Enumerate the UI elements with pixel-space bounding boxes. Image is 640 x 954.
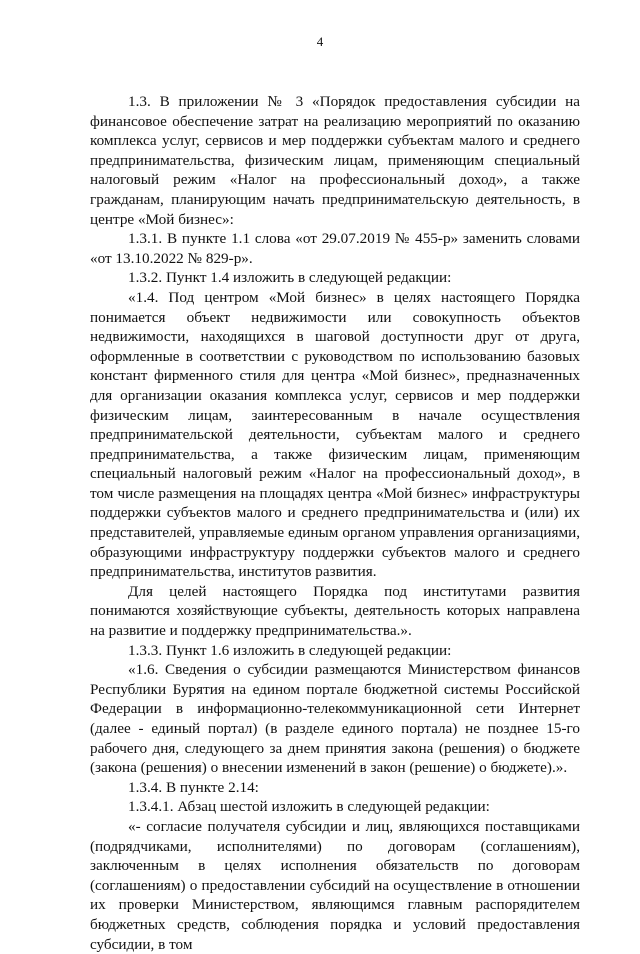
paragraph-1-3-1: 1.3.1. В пункте 1.1 слова «от 29.07.2019 № 455-р» заменить словами «от 13.10.2022 № 829-р». xyxy=(90,230,580,267)
paragraph-1-6-quote: «1.6. Сведения о субсидии размещаются Министерством финансов Республики Бурятия на едином портале бюджетной системы Российской Федерации в информационно-телекоммуникационной сети Интернет (далее - единый портал) (в разделе единого портала) не позднее 15-го рабочего дня, следующего за днем принятия закона (решения) о бюджете (закона (решения) о внесении изменений в закон (решение) о бюджете).». xyxy=(90,661,580,777)
paragraph-consent-quote: «- согласие получателя субсидии и лиц, являющихся поставщиками (подрядчиками, исполнителями) по договорам (соглашениям), заключенным в целях исполнения обязательств по договорам (соглашениям) о предоставлении субсидий на осуществление в отношении их проверки Министерством, являющимся главным распорядителем бюджетных средств, соблюдения порядка и условий предоставления субсидии, в том xyxy=(90,817,580,953)
paragraph-1-3-2: 1.3.2. Пункт 1.4 изложить в следующей редакции: xyxy=(128,269,452,287)
paragraph-1-3-3: 1.3.3. Пункт 1.6 изложить в следующей редакции: xyxy=(128,641,452,659)
paragraph-1-4-quote: «1.4. Под центром «Мой бизнес» в целях настоящего Порядка понимается объект недвижимости или совокупность объектов недвижимости, находящихся в шаговой доступности друг от друга, оформленные в соответствии с руководством по использованию базовых констант фирменного стиля для центра «Мой бизнес», предназначенных для организации оказания комплекса услуг, сервисов и мер поддержки физическим лицам, заинтересованным в начале осуществления предпринимательской деятельности, субъектам малого и среднего предпринимательства, а также физическим лицам, применяющим специальный налоговый режим «Налог на профессиональный доход», в том числе размещения на площадях центра «Мой бизнес» инфраструктуры поддержки субъектов малого и среднего предпринимательства и (или) их представителей, управляемые единым органом управления организациями, образующими инфраструктуру поддержки субъектов малого и среднего предпринимательства, институтов развития. xyxy=(90,288,580,581)
paragraph-1-3-4: 1.3.4. В пункте 2.14: xyxy=(128,778,259,796)
paragraph-1-3-4-1: 1.3.4.1. Абзац шестой изложить в следующей редакции: xyxy=(128,798,490,816)
paragraph-development-institutes: Для целей настоящего Порядка под институтами развития понимаются хозяйствующие субъекты, деятельность которых направлена на развитие и поддержку предпринимательства.». xyxy=(90,582,580,640)
document-body xyxy=(90,92,580,954)
page-number: 4 xyxy=(316,34,324,49)
paragraph-1-3: 1.3. В приложении № 3 «Порядок предоставления субсидии на финансовое обеспечение затрат на реализацию мероприятий по оказанию комплекса услуг, сервисов и мер поддержки субъектам малого и среднего предпринимательства, физическим лицам, применяющим специальный налоговый режим «Налог на профессиональный доход», а также гражданам, планирующим начать предпринимательскую деятельность, в центре «Мой бизнес»: xyxy=(90,93,580,228)
